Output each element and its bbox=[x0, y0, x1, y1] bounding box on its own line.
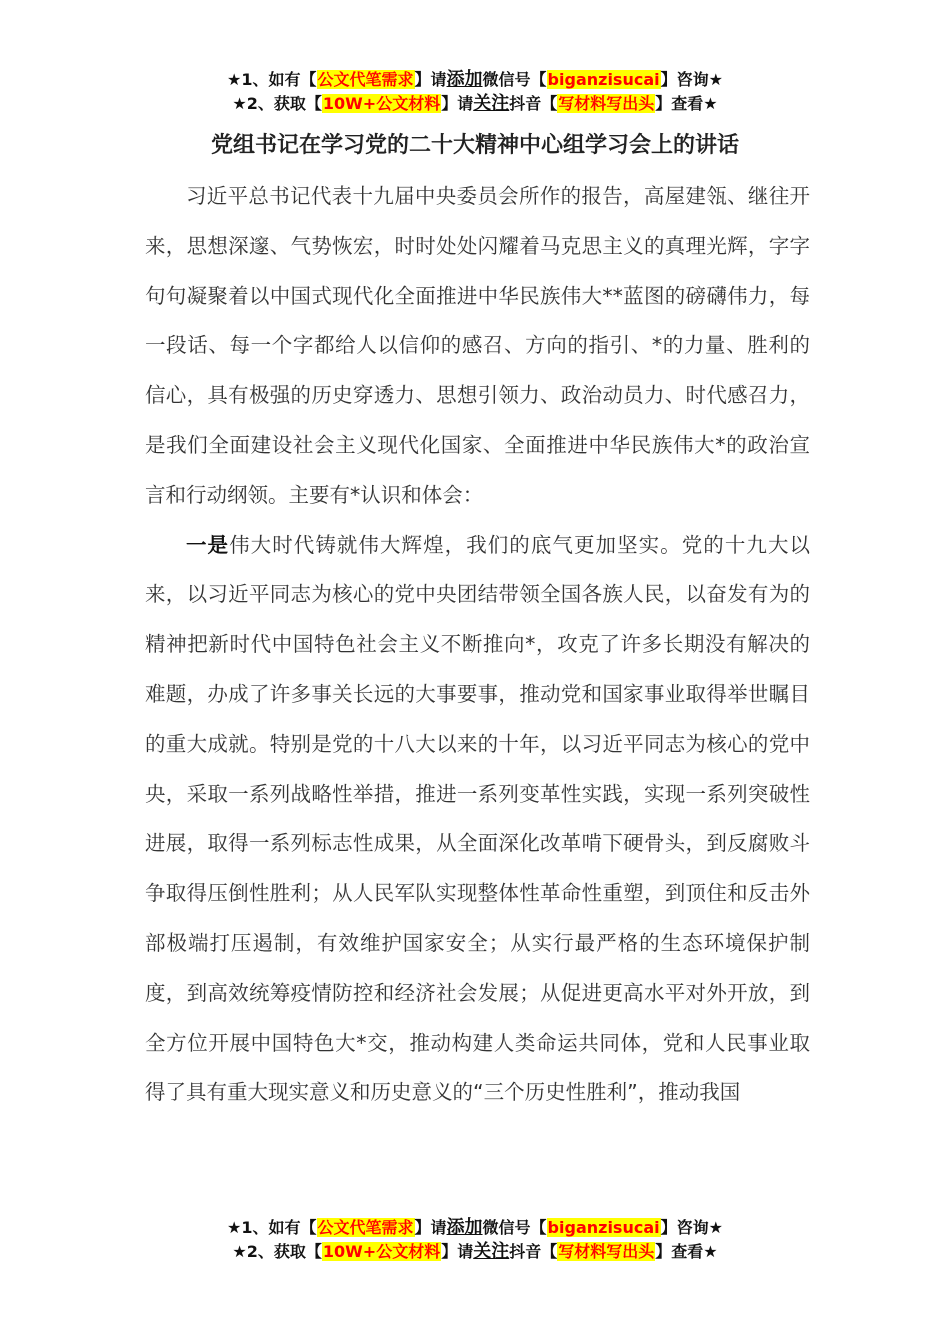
point-lead: 一是 bbox=[186, 532, 230, 557]
follow-underline: 关注 bbox=[473, 93, 510, 114]
paragraph-point-one bbox=[145, 521, 810, 1119]
point-text: 伟大时代铸就伟大辉煌，我们的底气更加坚实。党的十九大以来，以习近平同志为核心的党中央团结带领全国各族人民，以奋发有为的精神把新时代中国特色社会主义不断推向*，攻克了许多长期没有解决的难题，办成了许多事关长远的大事要事，推动党和国家事业取得举世瞩目的重大成就。特别是党的十八大以来的十年，以习近平同志为核心的党中央，采取一系列战略性举措，推进一系列变革性实践，实现一系列突破性进展，取得一系列标志性成果，从全面深化改革啃下硬骨头，到反腐败斗争取得压倒性胜利；从人民军队实现整体性革命性重塑，到顶住和反击外部极端打压遏制，有效维护国家安全；从实行最严格的生态环境保护制度，到高效统筹疫情防控和经济社会发展；从促进更高水平对外开放，到全方位开展中国特色大*交，推动构建人类命运共同体，党和人民事业取得了具有重大现实意义和历史意义的“三个历史性胜利”，推动我国 bbox=[145, 532, 811, 1105]
header-banner bbox=[0, 68, 950, 116]
document-body bbox=[145, 172, 810, 1118]
materials-highlight: 10W+公文材料 bbox=[322, 1242, 441, 1261]
douyin-id-highlight: 写材料写出头 bbox=[558, 94, 655, 113]
service-highlight: 公文代笔需求 bbox=[317, 70, 414, 89]
add-underline: 添加 bbox=[446, 69, 483, 90]
document-title: 党组书记在学习党的二十大精神中心组学习会上的讲话 bbox=[210, 133, 739, 158]
wechat-id-highlight: biganzisucai bbox=[547, 1218, 660, 1237]
paragraph-intro: 习近平总书记代表十九届中央委员会所作的报告，高屋建瓴、继往开来，思想深邃、气势恢宏，时时处处闪耀着马克思主义的真理光辉，字字句句凝聚着以中国式现代化全面推进中华民族伟大**蓝图的磅礴伟力，每一段话、每一个字都给人以信仰的感召、方向的指引、*的力量、胜利的信心，具有极强的历史穿透力、思想引领力、政治动员力、时代感召力，是我们全面建设社会主义现代化国家、全面推进中华民族伟大*的政治宣言和行动纲领。主要有*认识和体会： bbox=[145, 184, 810, 507]
banner-line-1: ★1、如有【公文代笔需求】请添加微信号【biganzisucai】咨询★ bbox=[227, 69, 723, 90]
add-underline: 添加 bbox=[446, 1217, 483, 1238]
banner-line-2: ★2、获取【10W+公文材料】请关注抖音【写材料写出头】查看★ bbox=[232, 1241, 718, 1262]
service-highlight: 公文代笔需求 bbox=[317, 1218, 414, 1237]
footer-banner bbox=[0, 1216, 950, 1264]
wechat-id-highlight: biganzisucai bbox=[547, 70, 660, 89]
douyin-id-highlight: 写材料写出头 bbox=[558, 1242, 655, 1261]
banner-line-1: ★1、如有【公文代笔需求】请添加微信号【biganzisucai】咨询★ bbox=[227, 1217, 723, 1238]
banner-line-2: ★2、获取【10W+公文材料】请关注抖音【写材料写出头】查看★ bbox=[232, 93, 718, 114]
materials-highlight: 10W+公文材料 bbox=[322, 94, 441, 113]
follow-underline: 关注 bbox=[473, 1241, 510, 1262]
